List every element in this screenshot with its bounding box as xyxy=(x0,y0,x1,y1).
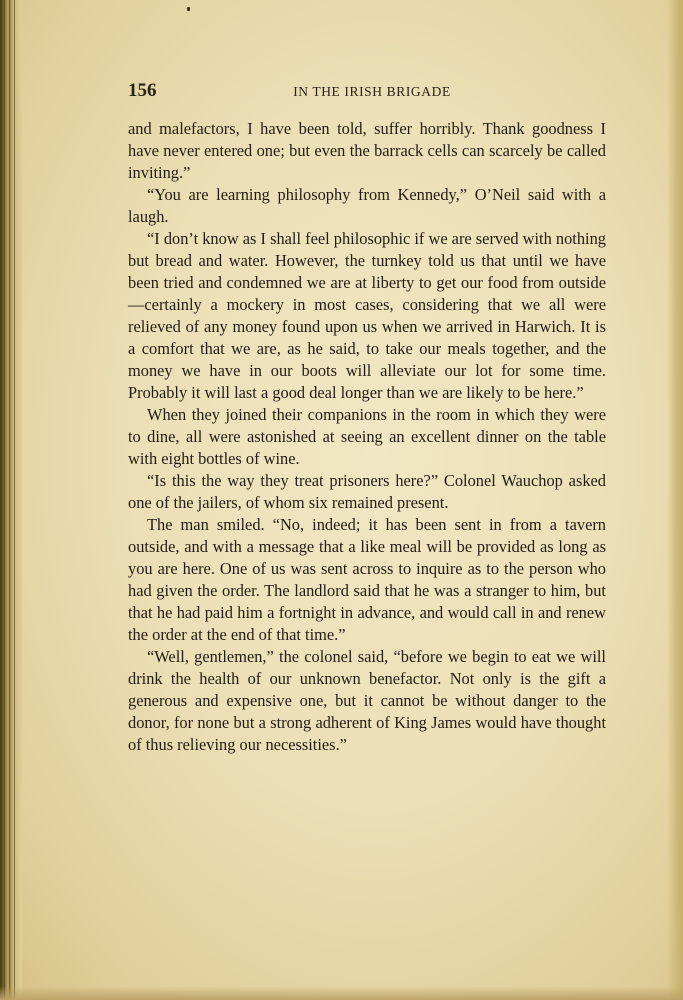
paragraph: “I don’t know as I shall feel philosophic if we are served with nothing but bread and water. However, the turnkey told us that until we have been tried and condemned we are at liberty to get our food from outside—certainly a mockery in most cases, considering that we all were relieved of any money found upon us when we arrived in Harwich. It is a comfort that we are, as he said, to take our meals together, and the money we have in our boots will alleviate our lot for some time. Probably it will last a good deal longer than we are likely to be here.” xyxy=(128,229,606,402)
paragraph: and malefactors, I have been told, suffer horribly. Thank goodness I have never entered one; but even the barrack cells can scarcely be called inviting.” xyxy=(128,119,606,182)
page-header xyxy=(128,80,606,106)
book-binding-edge xyxy=(0,0,22,1000)
body-text xyxy=(128,118,606,756)
running-title: IN THE IRISH BRIGADE xyxy=(293,84,451,99)
paragraph: “Is this the way they treat prisoners here?” Colonel Wauchop asked one of the jailers, of whom six remained present. xyxy=(128,471,606,512)
page-bottom-edge xyxy=(0,986,683,1000)
page-right-edge xyxy=(667,0,683,1000)
paragraph: The man smiled. “No, indeed; it has been sent in from a tavern outside, and with a message that a like meal will be provided as long as you are here. One of us was sent across to inquire as to the person who had given the order. The landlord said that he was a stranger to him, but that he had paid him a fortnight in advance, and would call in and renew the order at the end of that time.” xyxy=(128,515,606,644)
paragraph: “Well, gentlemen,” the colonel said, “before we begin to eat we will drink the health of our unknown benefactor. Not only is the gift a generous and expensive one, but it cannot be without danger to the donor, for none but a strong adherent of King James would have thought of thus relieving our necessities.” xyxy=(128,647,606,754)
binding-line xyxy=(14,0,15,1000)
paragraph: “You are learning philosophy from Kennedy,” O’Neil said with a laugh. xyxy=(128,185,606,226)
binding-line xyxy=(4,0,5,1000)
paragraph: When they joined their companions in the room in which they were to dine, all were astonished at seeing an excellent dinner on the table with eight bottles of wine. xyxy=(128,405,606,468)
ink-speck xyxy=(187,7,190,11)
binding-line xyxy=(9,0,10,1000)
page-number: 156 xyxy=(128,80,157,101)
